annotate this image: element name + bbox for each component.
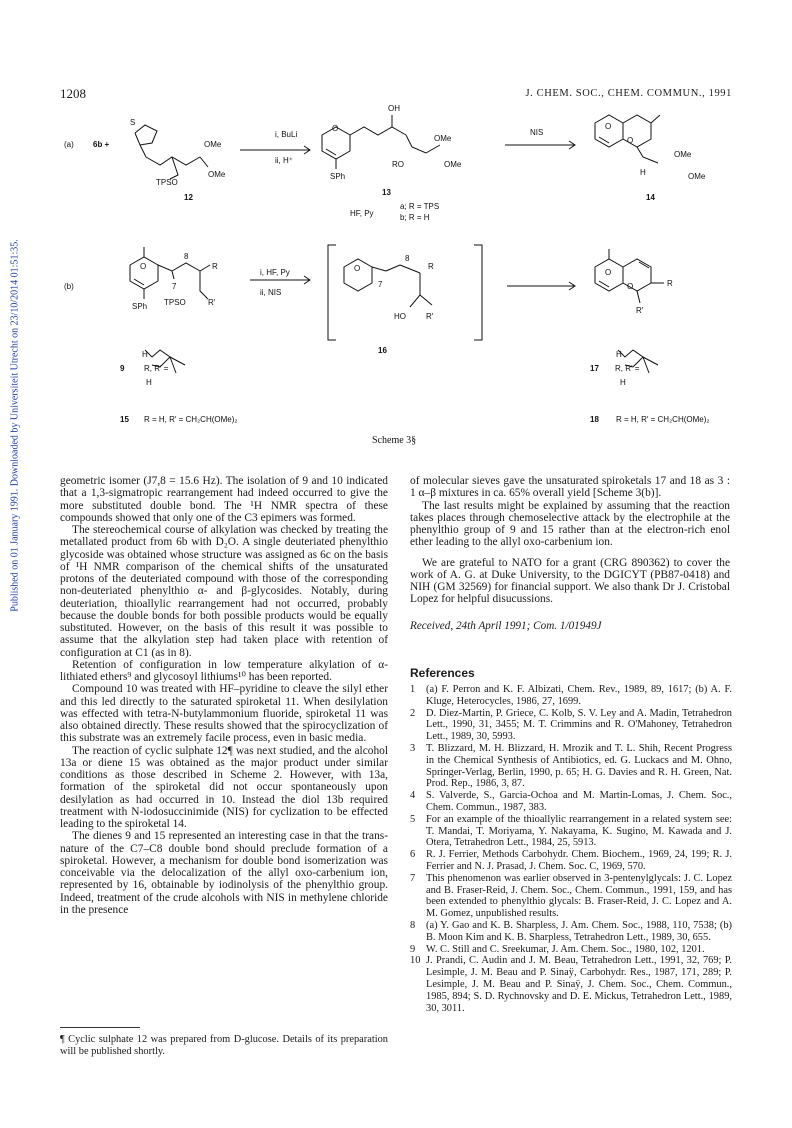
references-heading: References <box>410 666 475 680</box>
paragraph: The dienes 9 and 15 represented an interesting case in that the trans-nature of the C7–C8 double bond should preclude formation of a spiroketal. However, a mechanism for double bond isomerization was conceivable via the delocalization of the allyl oxo-carbenium ion, represented by 16, obtainable by iodinolysis of the phenylthio group. Indeed, treatment of the crude alcohols with NIS in methylene chloride in the presence <box>60 830 388 916</box>
rp-9: R′ <box>208 298 216 307</box>
scheme-caption: Scheme 3§ <box>372 435 417 446</box>
tpso-12: TPSO <box>156 178 178 187</box>
reference-item: 9 W. C. Still and C. Sreekumar, J. Am. Chem. Soc., 1980, 102, 1201. <box>410 943 705 955</box>
paragraph: Retention of configuration in low temperature alkylation of α-lithiated ethers⁹ and glycosoyl lithiums¹⁰ has been reported. <box>60 658 388 683</box>
condition-2: NIS <box>530 128 544 137</box>
footnote: ¶ Cyclic sulphate 12 was prepared from D-glucose. Details of its preparation will be published shortly. <box>60 1034 388 1057</box>
o-14a: O <box>605 122 612 131</box>
ome-12b: OMe <box>208 170 226 179</box>
condition-3b: ii, NIS <box>260 288 282 297</box>
o-17b: O <box>627 282 634 291</box>
o-17a: O <box>605 268 612 277</box>
compound-17-label: 17 <box>590 364 599 373</box>
ome-12a: OMe <box>204 140 222 149</box>
ro-13: RO <box>392 160 404 169</box>
reference-item: 7 This phenomenon was earlier observed in 3-pentenylglycals: J. C. Lopez and B. Fraser-Reid, J. Chem. Soc., Chem. Commun., 1991, 159, and has been extended to phenylthio glycals: B. Fraser-Reid, J. C. Lopez and A. M. Gomez, unpublished results. <box>410 872 732 920</box>
ome-13b: OMe <box>444 160 462 169</box>
condition-1b: ii, H⁺ <box>275 156 293 165</box>
paragraph: geometric isomer (J7,8 = 15.6 Hz). The isolation of 9 and 10 indicated that a 1,3-sigmatropic rearrangement had indeed occurred to give the more substituted double bond. The ¹H NMR spectra of these compounds showed that only one of the C3 epimers was formed. <box>60 475 388 524</box>
hf-py-label: HF, Py <box>350 209 374 218</box>
n8-16: 8 <box>405 254 410 263</box>
sph-9: SPh <box>132 302 148 311</box>
r-16: R <box>428 262 434 271</box>
compound-14-label: 14 <box>646 193 655 202</box>
h-9a: H <box>142 350 148 359</box>
condition-1a: i, BuLi <box>275 130 298 139</box>
oh-13: OH <box>388 104 400 113</box>
compound-18-label: 18 <box>590 415 599 424</box>
reference-item: 4 S. Valverde, S., Garcia-Ochoa and M. Martin-Lomas, J. Chem. Soc., Chem. Commun., 1987, 383. <box>410 790 732 813</box>
right-column <box>410 475 730 632</box>
sulphate-s: S <box>130 118 136 127</box>
reactant-label: 6b + <box>93 140 110 149</box>
journal-header: J. CHEM. SOC., CHEM. COMMUN., 1991 <box>525 88 732 99</box>
condition-3a: i, HF, Py <box>260 268 290 277</box>
footnote-rule <box>60 1027 140 1028</box>
reference-item: 2 D. Diez-Martin, P. Griece, C. Kolb, S. V. Ley and A. Madin, Tetrahedron Lett., 1990, 31, 3455; M. T. Crimmins and R. O'Mahoney, Tetrahedron Lett., 1989, 30, 5993. <box>410 707 732 743</box>
n8-9: 8 <box>184 252 189 261</box>
o-16: O <box>354 264 361 273</box>
paragraph: The last results might be explained by assuming that the reaction takes places through chemoselective attack by the electrophile at the phenylthio group of 9 and 15 rather than at the electron-rich enol ether leading to the allyl oxo-carbenium ion. <box>410 499 730 549</box>
received-line: Received, 24th April 1991; Com. 1/01949J <box>410 619 602 632</box>
page-number: 1208 <box>60 86 86 101</box>
download-watermark <box>0 0 24 1128</box>
r-def-13a: a; R = TPS <box>400 202 440 211</box>
o-13: O <box>332 124 339 133</box>
paragraph: of molecular sieves gave the unsaturated spiroketals 17 and 18 as 3 : 1 α–β mixtures in ca. 65% overall yield [Scheme 3(b)]. <box>410 475 730 500</box>
ome-13a: OMe <box>434 134 452 143</box>
n7-16: 7 <box>378 280 383 289</box>
part-a-label: (a) <box>64 140 74 149</box>
compound-15-label: 15 <box>120 415 129 424</box>
acknowledgement: We are grateful to NATO for a grant (CRG 890362) to cover the work of A. G. at Duke University, to the DGICYT (PB87-0418) and NIH (GM 32569) for financial support. We also thank Dr J. Cristobal Lopez for helpful disucussions. <box>410 556 730 606</box>
ho-16: HO <box>394 312 406 321</box>
left-column <box>60 475 388 916</box>
reference-item: 10 J. Prandi, C. Audin and J. M. Beau, Tetrahedron Lett., 1991, 32, 769; P. Lesimple, J. M. Beau and P. Sinaÿ, Carbohydr. Res., 1987, 171, 289; P. Lesimple, J. M. Beau and P. Sinaÿ, J. Chem. Soc., Chem. Commun., 1985, 894; S. D. Rychnovsky and D. E. Mickus, Tetrahedron Lett., 1989, 30, 3011. <box>410 955 732 1014</box>
tpso-9: TPSO <box>164 298 186 307</box>
o-9: O <box>140 262 147 271</box>
references-list <box>410 684 732 1014</box>
compound-13-label: 13 <box>382 188 391 197</box>
reference-item: 3 T. Blizzard, M. H. Blizzard, H. Mrozik and T. L. Shih, Recent Progress in the Chemical Synthesis of Antibiotics, ed. G. Luckacs and M. Ohno, Springer-Verlag, Berlin, 1990, p. 65; H. G. Davies and R. H. Green, Nat. Prod. Rep., 1986, 3, 87. <box>410 742 732 790</box>
rp-16: R′ <box>426 312 434 321</box>
scheme-bonds <box>130 115 664 373</box>
sph-13: SPh <box>330 172 346 181</box>
r-17: R <box>667 279 673 288</box>
reference-item: 1 (a) F. Perron and K. F. Albizati, Chem. Rev., 1989, 89, 1617; (b) A. F. Kluge, Heterocycles, 1986, 27, 1699. <box>410 684 732 707</box>
reference-item: 6 R. J. Ferrier, Methods Carbohydr. Chem. Biochem., 1969, 24, 199; R. J. Ferrier and N. J. Prasad, J. Chem. Soc. C, 1969, 570. <box>410 849 732 872</box>
ome-14a: OMe <box>674 150 692 159</box>
h-9b: H <box>146 378 152 387</box>
paragraph: The reaction of cyclic sulphate 12¶ was next studied, and the alcohol 13a or diene 15 was obtained as the major product under similar conditions as those described in Scheme 2. However, with 13a, formation of the spiroketal did not occur spontaneously upon desilylation as had occurred in 10. Instead the diol 13b required treatment with N-iodosuccinimide (NIS) for cyclization to be effected leading to the spiroketal 14. <box>60 744 388 830</box>
rr-label-17: R, R′ = <box>615 364 640 373</box>
compound-16-label: 16 <box>378 346 387 355</box>
paragraph: The stereochemical course of alkylation was checked by treating the metallated product from 6b with D₂O. A single deuteriated phenylthio glycoside was obtained whose structure was assigned as 6c on the basis of ¹H NMR comparison of the chemical shifts of the unsaturated protons of the deuteriated compound with those of the corresponding non-deuteriated phenylthio α- and β-glycosides. Notably, during deuteriation, thioallylic rearrangement had not occurred, probably because the double bonds for both possible products would be equally substituted. However, on the basis of this result it was possible to assume that the alkylation step had taken place with retention of configuration at C1 (as in 8). <box>60 524 388 659</box>
reference-item: 8 (a) Y. Gao and K. B. Sharpless, J. Am. Chem. Soc., 1988, 110, 7538; (b) B. Moon Kim and K. B. Sharpless, Tetrahedron Lett., 1989, 30, 655. <box>410 919 732 943</box>
watermark-text: Published on 01 January 1991. Downloaded by Universiteit Utrecht on 23/10/2014 01:51:35. <box>9 239 21 612</box>
r-def-13b: b; R = H <box>400 213 430 222</box>
r-def-15: R = H, R′ = CH₂CH(OMe)₂ <box>144 415 238 424</box>
rp-17: R′ <box>636 306 644 315</box>
h-17a: H <box>616 350 622 359</box>
paragraph: Compound 10 was treated with HF–pyridine to cleave the silyl ether and this led directly to the saturated spiroketal 11. When desilylation was effected with tetra-N-butylammonium fluoride, spiroketal 11 was also obtained directly. These results showed that the spirocyclization of this substrate was an extremely facile process, even in basic media. <box>60 683 388 745</box>
h-17b: H <box>620 378 626 387</box>
r-def-18: R = H, R′ = CH₂CH(OMe)₂ <box>616 415 710 424</box>
compound-9-label: 9 <box>120 364 125 373</box>
r-9: R <box>212 262 218 271</box>
reference-item: 5 For an example of the thioallylic rearrangement in a related system see: T. Mandai, T. Moriyama, Y. Nakayama, K. Sugino, M. Kawada and J. Otera, Tetrahedron Lett., 1984, 25, 5913. <box>410 813 732 849</box>
part-b-label: (b) <box>64 282 74 291</box>
rr-label-9: R, R′ = <box>144 364 169 373</box>
ome-14b: OMe <box>688 172 706 181</box>
compound-12-label: 12 <box>184 193 193 202</box>
scheme-3-diagram <box>60 95 740 460</box>
h-14: H <box>640 168 646 177</box>
o-14b: O <box>627 136 634 145</box>
n7-9: 7 <box>172 282 177 291</box>
